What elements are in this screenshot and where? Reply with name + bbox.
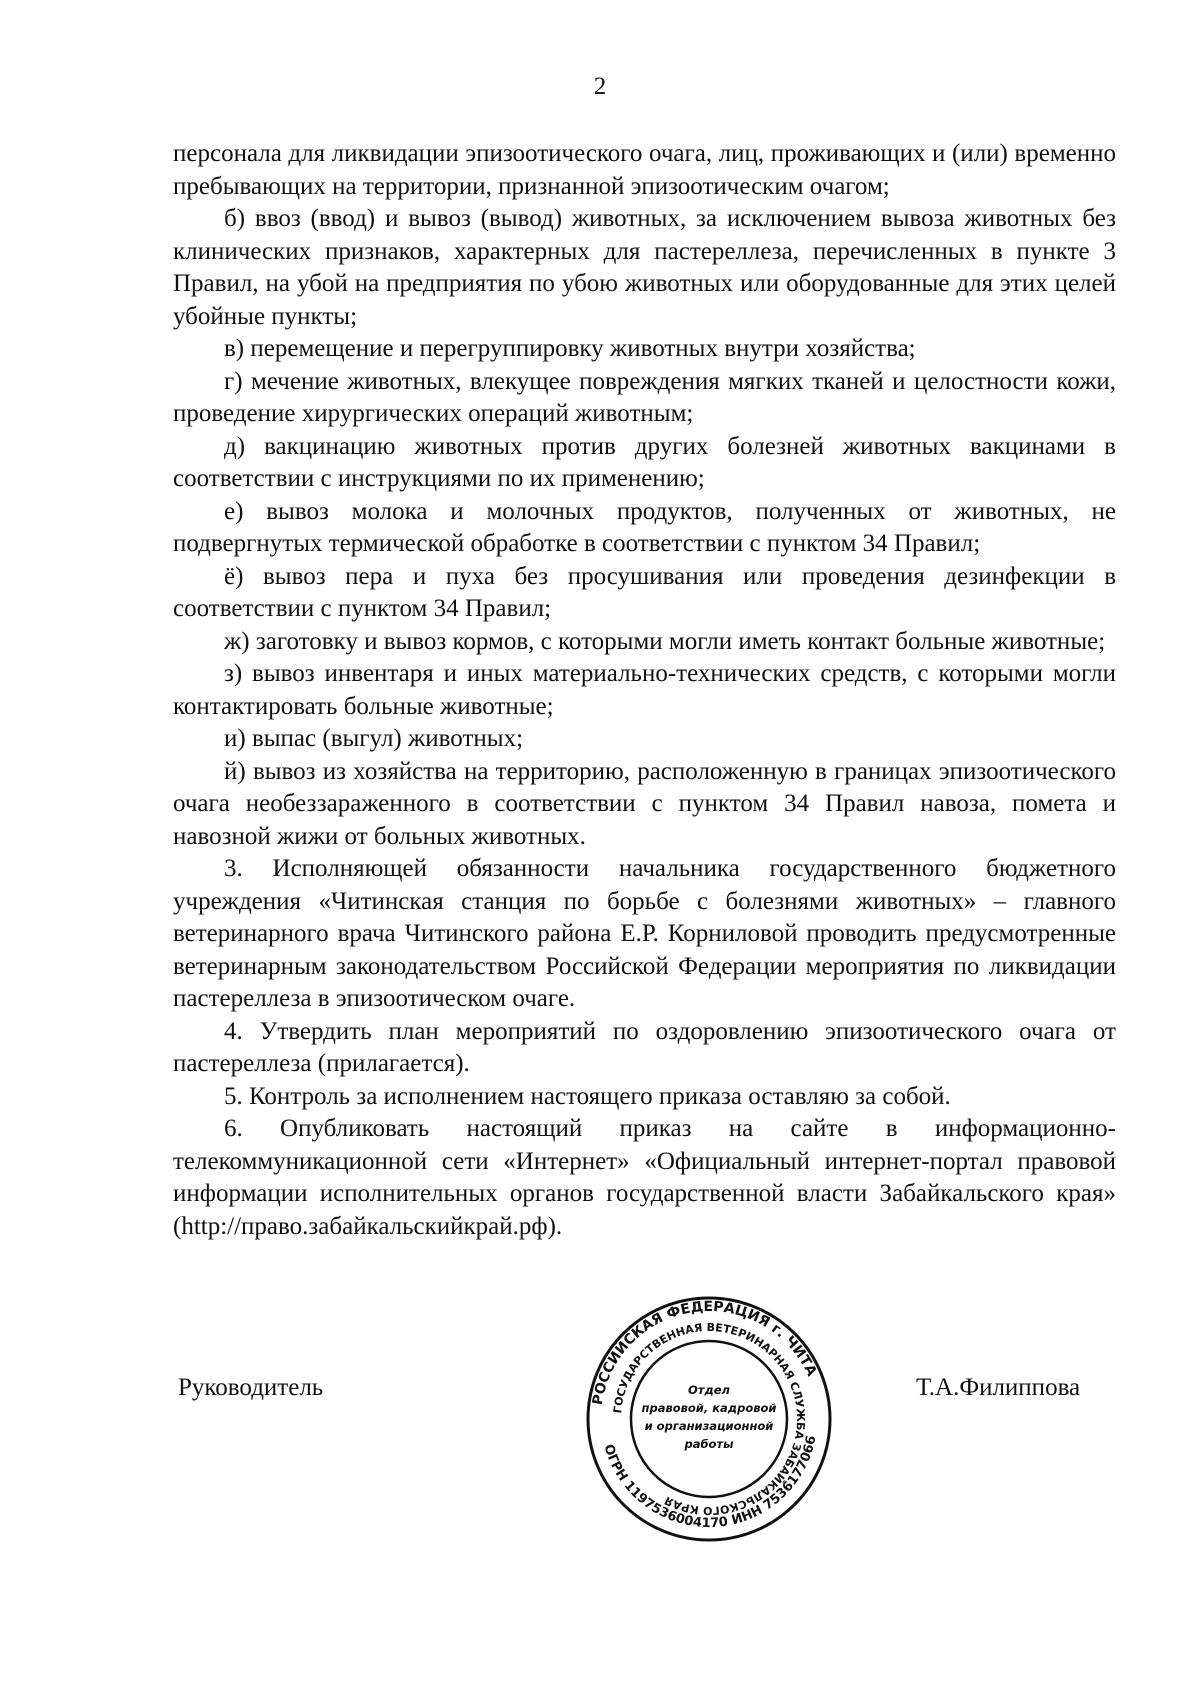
body-paragraph: ж) заготовку и вывоз кормов, с которыми могли иметь контакт больные животные; [224,627,1106,655]
body-paragraph: б) ввоз (ввод) и вывоз (вывод) животных, за исключением вывоза животных без клинических признаков, характерных для пастереллеза, перечисленных в пункте 3 Правил, на убой на предприятия по убою животных или оборудованные для этих целей убойные пункты; [173,205,1116,330]
body-paragraph: д) вакцинацию животных против других болезней животных вакцинами в соответствии с инструкциями по их применению; [173,432,1116,492]
stamp-outer-text: РОССИЙСКАЯ ФЕДЕРАЦИЯ г. ЧИТА [589,1298,820,1407]
signatory-title: Руководитель [178,1374,324,1401]
document-body [173,138,1116,1243]
body-paragraph: и) выпас (выгул) животных; [224,725,524,752]
stamp-center-line: правовой, кадровой [641,1401,777,1415]
stamp-bottom-text: ОГРН 1197536004170 ИНН 7536177066 [600,1434,820,1532]
body-paragraph: 4. Утвердить план мероприятий по оздоровлению эпизоотического очага от пастереллеза (прилагается). [173,1017,1116,1077]
official-stamp [584,1294,834,1544]
signatory-name: Т.А.Филиппова [916,1374,1081,1401]
stamp-center-line: работы [684,1437,734,1451]
body-paragraph: е) вывоз молока и молочных продуктов, полученных от животных, не подвергнутых термической обработке в соответствии с пунктом 34 Правил; [173,497,1116,557]
body-paragraph: 5. Контроль за исполнением настоящего приказа оставляю за собой. [224,1082,951,1110]
body-paragraph: в) перемещение и перегруппировку животных внутри хозяйства; [224,335,916,362]
page-number: 2 [593,73,607,100]
body-paragraph: 6. Опубликовать настоящий приказ на сайте в информационно-телекоммуникационной сети «Интернет» «Официальный интернет-портал правовой информации исполнительных органов государственной власти Забайкальского края» (http://право.забайкальскийкрай.рф). [173,1115,1116,1240]
body-paragraph: й) вывоз из хозяйства на территорию, расположенную в границах эпизоотического очага необеззараженного в соответствии с пунктом 34 Правил навоза, помета и навозной жижи от больных животных. [173,757,1116,850]
stamp-middle-text: ГОСУДАРСТВЕННАЯ ВЕТЕРИНАРНАЯ СЛУЖБА ЗАБАЙКАЛЬСКОГО КРАЯ [611,1320,808,1518]
body-paragraph: ё) вывоз пера и пуха без просушивания или проведения дезинфекции в соответствии с пунктом 34 Правил; [173,562,1116,622]
body-paragraph: з) вывоз инвентаря и иных материально-технических средств, с которыми могли контактировать больные животные; [173,660,1116,720]
stamp-center-line: Отдел [688,1383,730,1397]
stamp-center-line: и организационной [644,1419,774,1433]
body-paragraph: 3. Исполняющей обязанности начальника государственного бюджетного учреждения «Читинская станция по борьбе с болезнями животных» – главного ветеринарного врача Читинского района Е.Р. Корниловой проводить предусмотренные ветеринарным законодательством Российской Федерации мероприятия по ликвидации пастереллеза в эпизоотическом очаге. [173,855,1116,1012]
body-paragraph: персонала для ликвидации эпизоотического очага, лиц, проживающих и (или) временно пребывающих на территории, признанной эпизоотическим очагом; [173,140,1116,200]
body-paragraph: г) мечение животных, влекущее повреждения мягких тканей и целостности кожи, проведение хирургических операций животным; [173,367,1116,427]
